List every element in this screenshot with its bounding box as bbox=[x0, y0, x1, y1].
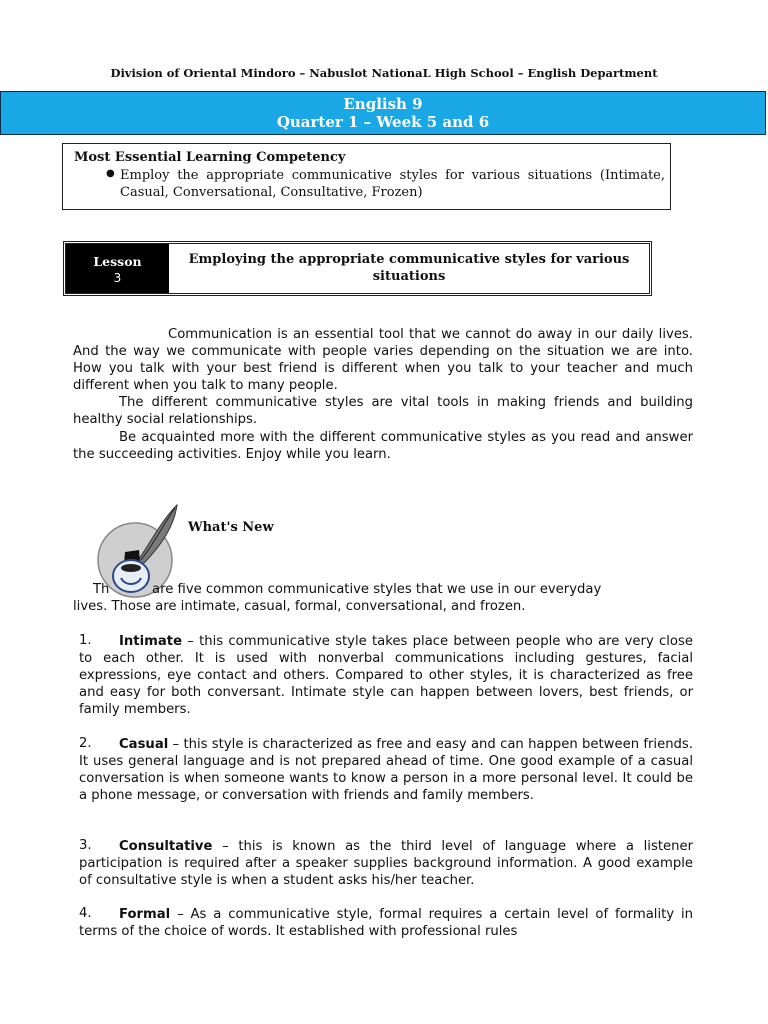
item-number: 1. bbox=[79, 633, 92, 648]
list-item-casual bbox=[79, 736, 693, 804]
intro-paragraph-1: Communication is an essential tool that we cannot do away in our daily lives. And the way we communicate with people varies depending on the situation we are into. How you talk with your best friend is different when you talk to your teacher and much different when you talk to many people. bbox=[73, 327, 693, 393]
item-text: – this style is characterized as free and easy and can happen between friends. It uses general language and is not prepared ahead of time. One good example of a casual conversation is when someone wants to know a person in a more personal level. It could be a phone message, or conversation with friends and family members. bbox=[79, 737, 693, 803]
quarter-week-title: Quarter 1 – Week 5 and 6 bbox=[276, 113, 490, 131]
document-header: Division of Oriental Mindoro – Nabuslot NationaL High School – English Department bbox=[110, 66, 658, 80]
lesson-label: Lesson bbox=[93, 254, 142, 269]
intro-paragraph-3: Be acquainted more with the different communicative styles as you read and answer the succeeding activities. Enjoy while you learn. bbox=[73, 430, 693, 462]
item-number: 3. bbox=[79, 838, 92, 853]
list-item-formal bbox=[79, 906, 693, 940]
title-banner bbox=[0, 91, 766, 135]
list-item-intimate bbox=[79, 633, 693, 718]
whats-new-heading: What's New bbox=[188, 520, 274, 535]
lesson-label-box bbox=[66, 244, 169, 293]
lesson-banner bbox=[63, 241, 652, 296]
lesson-number: 3 bbox=[113, 271, 122, 285]
subject-title: English 9 bbox=[343, 95, 423, 113]
item-text: – this communicative style takes place between people who are very close to each other. It is used with nonverbal communications including gestures, facial expressions, eye contact and others. Compared to other styles, it is characterized as free and easy for both conversant. Intimate style can happen between lovers, best friends, or family members. bbox=[79, 634, 693, 717]
lead-line-1: are five common communicative styles that we use in our everyday bbox=[152, 582, 602, 597]
melc-text: Employ the appropriate communicative styles for various situations (Intimate, Casual, Conversational, Consultative, Frozen) bbox=[120, 168, 665, 200]
item-term: Formal bbox=[119, 907, 171, 922]
item-term: Casual bbox=[119, 737, 169, 752]
item-text: – As a communicative style, formal requires a certain level of formality in terms of the choice of words. It established with professional rules bbox=[79, 907, 693, 939]
list-item-consultative bbox=[79, 838, 693, 889]
lead-line-2: lives. Those are intimate, casual, formal, conversational, and frozen. bbox=[73, 599, 526, 614]
bullet-icon: ● bbox=[106, 168, 115, 179]
item-text: – this is known as the third level of language where a listener participation is required after a speaker supplies background information. A good example of consultative style is when a student asks his/her teacher. bbox=[79, 839, 693, 888]
item-number: 2. bbox=[79, 736, 92, 751]
item-number: 4. bbox=[79, 906, 92, 921]
melc-box bbox=[62, 143, 671, 210]
item-term: Intimate bbox=[119, 634, 183, 649]
intro-paragraph-2: The different communicative styles are vital tools in making friends and building healthy social relationships. bbox=[73, 395, 693, 427]
item-term: Consultative bbox=[119, 839, 213, 854]
lead-prefix: Th bbox=[93, 582, 110, 597]
melc-heading: Most Essential Learning Competency bbox=[74, 150, 346, 165]
lesson-title: Employing the appropriate communicative styles for various situations bbox=[188, 252, 630, 284]
